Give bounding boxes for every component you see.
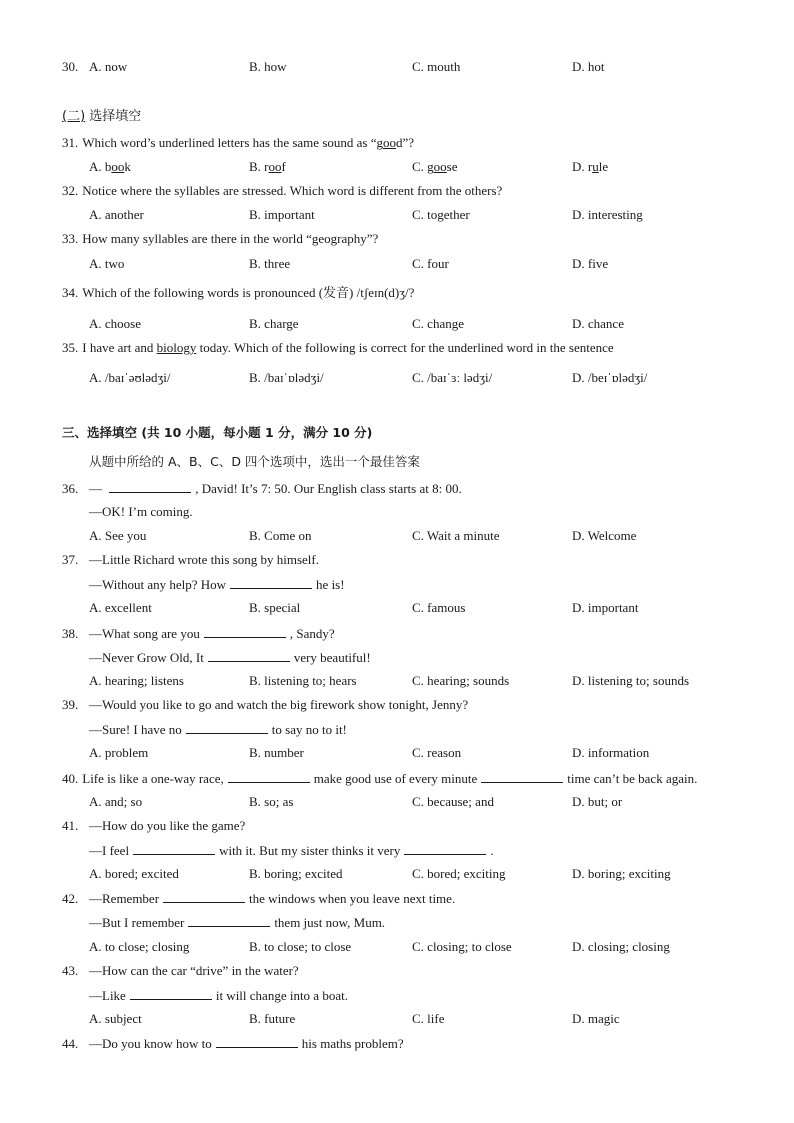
question-text: . xyxy=(490,843,494,858)
answer-blank[interactable] xyxy=(130,987,212,1000)
question-number: 42. xyxy=(62,891,79,906)
option-text: k xyxy=(124,159,131,174)
option-a[interactable]: A. See you xyxy=(89,528,147,543)
option-a[interactable]: A. hearing; listens xyxy=(89,673,184,688)
answer-blank[interactable] xyxy=(186,721,268,734)
option-d[interactable]: D. chance xyxy=(572,316,624,331)
question-42 xyxy=(62,890,455,907)
option-a[interactable]: A. excellent xyxy=(89,600,152,615)
question-text: Which of the following words is pronounced (发音) /tʃeɪn(d)ʒ/? xyxy=(82,285,415,300)
question-30 xyxy=(62,59,89,75)
option-b[interactable]: B. Come on xyxy=(249,528,312,543)
option-c[interactable] xyxy=(412,159,458,175)
option-c[interactable]: C. bored; exciting xyxy=(412,866,506,881)
option-a[interactable]: A. now xyxy=(89,59,128,74)
option-b[interactable]: B. how xyxy=(249,59,287,74)
option-b[interactable] xyxy=(249,159,286,175)
option-d[interactable]: D. closing; closing xyxy=(572,939,670,954)
question-39-line-2 xyxy=(89,721,347,738)
question-41 xyxy=(62,818,245,834)
question-number: 30. xyxy=(62,59,79,74)
options-43 xyxy=(89,1011,769,1027)
question-text: —Do you know how to xyxy=(89,1036,212,1051)
question-text: he is! xyxy=(316,577,345,592)
question-number: 35. xyxy=(62,340,79,355)
answer-blank[interactable] xyxy=(188,914,270,927)
question-38-line-2 xyxy=(89,649,371,666)
options-32 xyxy=(89,207,769,223)
option-b[interactable]: B. special xyxy=(249,600,301,615)
option-b[interactable]: B. three xyxy=(249,256,291,271)
question-37-line-2 xyxy=(89,576,345,593)
question-41-line-2 xyxy=(89,842,494,859)
options-37 xyxy=(89,600,769,616)
option-text: se xyxy=(446,159,458,174)
question-text: , Sandy? xyxy=(289,626,335,641)
option-d[interactable]: D. five xyxy=(572,256,609,271)
option-b[interactable]: B. boring; excited xyxy=(249,866,343,881)
question-40 xyxy=(62,770,697,787)
question-number: 34. xyxy=(62,285,79,300)
section-mark: (二) xyxy=(62,109,86,124)
option-d[interactable]: D. Welcome xyxy=(572,528,637,543)
answer-blank[interactable] xyxy=(481,770,563,783)
option-a[interactable]: A. /baɪˈəʊlədʒi/ xyxy=(89,370,171,385)
key-word-underlined: oo xyxy=(382,135,396,150)
options-34 xyxy=(89,316,769,332)
option-d[interactable] xyxy=(572,159,608,175)
question-number: 38. xyxy=(62,626,79,641)
question-number: 39. xyxy=(62,697,79,712)
section-title: 选择填空 xyxy=(89,109,142,124)
answer-blank[interactable] xyxy=(404,842,486,855)
question-text: —Little Richard wrote this song by himself. xyxy=(89,552,319,567)
option-text: A. b xyxy=(89,159,112,174)
question-text: —How do you like the game? xyxy=(89,818,246,833)
option-a[interactable]: A. problem xyxy=(89,745,149,760)
question-number: 36. xyxy=(62,481,79,496)
key-word-start: g xyxy=(376,135,383,150)
options-33 xyxy=(89,256,769,272)
question-text: his maths problem? xyxy=(301,1036,404,1051)
question-text: to say no to it! xyxy=(271,722,347,737)
question-38 xyxy=(62,625,335,642)
question-43 xyxy=(62,963,299,979)
option-d[interactable]: D. /beɪˈɒlədʒi/ xyxy=(572,370,648,385)
option-d[interactable]: D. listening to; sounds xyxy=(572,673,690,688)
option-text: f xyxy=(281,159,286,174)
question-text: it will change into a boat. xyxy=(215,988,348,1003)
option-b[interactable]: B. important xyxy=(249,207,315,222)
option-c[interactable]: C. hearing; sounds xyxy=(412,673,510,688)
option-a[interactable] xyxy=(89,159,131,175)
question-number: 37. xyxy=(62,552,79,567)
option-c[interactable]: C. /baɪˈɜː lədʒi/ xyxy=(412,370,493,385)
question-text: —Never Grow Old, It xyxy=(89,650,204,665)
option-b[interactable]: B. /baɪˈɒlədʒi/ xyxy=(249,370,324,385)
option-c[interactable]: C. famous xyxy=(412,600,466,615)
options-35 xyxy=(89,370,769,386)
question-text: them just now, Mum. xyxy=(274,915,386,930)
question-text: make good use of every minute xyxy=(313,771,478,786)
option-d[interactable]: D. hot xyxy=(572,59,605,74)
question-text: Notice where the syllables are stressed. Which word is different from the others? xyxy=(82,183,503,198)
question-text: Life is like a one-way race, xyxy=(82,771,224,786)
answer-blank[interactable] xyxy=(163,890,245,903)
question-text: — xyxy=(89,481,106,496)
question-text: time can’t be back again. xyxy=(567,771,698,786)
question-text: —Without any help? How xyxy=(89,577,227,592)
question-text: —What song are you xyxy=(89,626,200,641)
question-text-end: ”? xyxy=(402,135,415,150)
option-a[interactable]: A. another xyxy=(89,207,144,222)
underlined-letters: oo xyxy=(111,159,125,174)
question-text: —Would you like to go and watch the big firework show tonight, Jenny? xyxy=(89,697,469,712)
section-instruction: 从题中所给的 A、B、C、D 四个选项中，选出一个最佳答案 xyxy=(89,454,420,469)
options-42 xyxy=(89,939,769,955)
option-c[interactable]: C. together xyxy=(412,207,470,222)
question-text: very beautiful! xyxy=(293,650,371,665)
question-number: 31. xyxy=(62,135,79,150)
options-31 xyxy=(89,159,769,175)
answer-blank[interactable] xyxy=(228,770,310,783)
options-40 xyxy=(89,794,769,810)
underlined-letters: u xyxy=(592,159,599,174)
question-35 xyxy=(62,340,614,356)
question-33 xyxy=(62,231,378,247)
option-c[interactable]: C. mouth xyxy=(412,59,461,74)
option-a[interactable]: A. bored; excited xyxy=(89,866,179,881)
option-text: D. r xyxy=(572,159,593,174)
answer-blank[interactable] xyxy=(204,625,286,638)
question-text: —I feel xyxy=(89,843,130,858)
question-text: —How can the car “drive” in the water? xyxy=(89,963,299,978)
option-d[interactable]: D. information xyxy=(572,745,650,760)
answer-blank[interactable] xyxy=(133,842,215,855)
option-d[interactable]: D. interesting xyxy=(572,207,643,222)
question-text: the windows when you leave next time. xyxy=(249,891,456,906)
question-text-end: today. Which of the following is correct for the underlined word in the sentence xyxy=(196,340,614,355)
question-text: —Remember xyxy=(89,891,160,906)
question-36 xyxy=(62,480,462,497)
question-32 xyxy=(62,183,502,199)
question-number: 33. xyxy=(62,231,79,246)
question-text: Which word’s underlined letters has the same sound as “ xyxy=(82,135,377,150)
option-d[interactable]: D. magic xyxy=(572,1011,620,1026)
options-30 xyxy=(89,59,769,75)
section-heading-2 xyxy=(62,109,141,125)
question-number: 41. xyxy=(62,818,79,833)
question-31 xyxy=(62,135,414,151)
option-c[interactable]: C. change xyxy=(412,316,464,331)
question-42-line-2 xyxy=(89,914,385,931)
option-a[interactable]: A. two xyxy=(89,256,125,271)
option-c[interactable]: C. because; and xyxy=(412,794,494,809)
question-number: 40. xyxy=(62,771,79,786)
option-b[interactable]: B. listening to; hears xyxy=(249,673,357,688)
options-39 xyxy=(89,745,769,761)
option-text: C. g xyxy=(412,159,434,174)
answer-blank[interactable] xyxy=(216,1035,298,1048)
question-37 xyxy=(62,552,319,568)
key-word-end: d xyxy=(395,135,403,150)
option-text: B. r xyxy=(249,159,269,174)
question-number: 32. xyxy=(62,183,79,198)
question-44 xyxy=(62,1035,404,1052)
answer-blank[interactable] xyxy=(109,480,191,493)
option-c[interactable]: C. reason xyxy=(412,745,462,760)
option-d[interactable]: D. boring; exciting xyxy=(572,866,671,881)
question-text: How many syllables are there in the world “geography”? xyxy=(82,231,379,246)
question-text: with it. But my sister thinks it very xyxy=(219,843,401,858)
question-36-line-2: —OK! I’m coming. xyxy=(89,504,193,519)
underlined-letters: oo xyxy=(268,159,282,174)
question-43-line-2 xyxy=(89,987,348,1004)
option-a[interactable]: A. subject xyxy=(89,1011,142,1026)
option-c[interactable]: C. four xyxy=(412,256,449,271)
option-d[interactable]: D. but; or xyxy=(572,794,623,809)
options-36 xyxy=(89,528,769,544)
option-b[interactable]: B. so; as xyxy=(249,794,294,809)
option-b[interactable]: B. number xyxy=(249,745,304,760)
question-text: —But I remember xyxy=(89,915,185,930)
options-38 xyxy=(89,673,769,689)
option-c[interactable]: C. Wait a minute xyxy=(412,528,500,543)
question-number: 44. xyxy=(62,1036,79,1051)
question-number: 43. xyxy=(62,963,79,978)
option-c[interactable]: C. life xyxy=(412,1011,445,1026)
question-text: —Like xyxy=(89,988,126,1003)
options-41 xyxy=(89,866,769,882)
answer-blank[interactable] xyxy=(208,649,290,662)
option-text: le xyxy=(598,159,609,174)
question-text: , David! It’s 7: 50. Our English class starts at 8: 00. xyxy=(195,481,462,496)
question-text: —Sure! I have no xyxy=(89,722,182,737)
answer-blank[interactable] xyxy=(230,576,312,589)
option-d[interactable]: D. important xyxy=(572,600,639,615)
question-text: I have art and xyxy=(82,340,157,355)
underlined-letters: oo xyxy=(433,159,447,174)
option-a[interactable]: A. choose xyxy=(89,316,141,331)
option-b[interactable]: B. to close; to close xyxy=(249,939,352,954)
option-c[interactable]: C. closing; to close xyxy=(412,939,512,954)
question-34 xyxy=(62,285,414,301)
option-b[interactable]: B. future xyxy=(249,1011,296,1026)
option-a[interactable]: A. and; so xyxy=(89,794,143,809)
underlined-word: biology xyxy=(156,340,197,355)
option-b[interactable]: B. charge xyxy=(249,316,299,331)
option-a[interactable]: A. to close; closing xyxy=(89,939,190,954)
section-heading-3: 三、选择填空 (共 10 小题，每小题 1 分，满分 10 分) xyxy=(62,425,373,440)
question-39 xyxy=(62,697,468,713)
